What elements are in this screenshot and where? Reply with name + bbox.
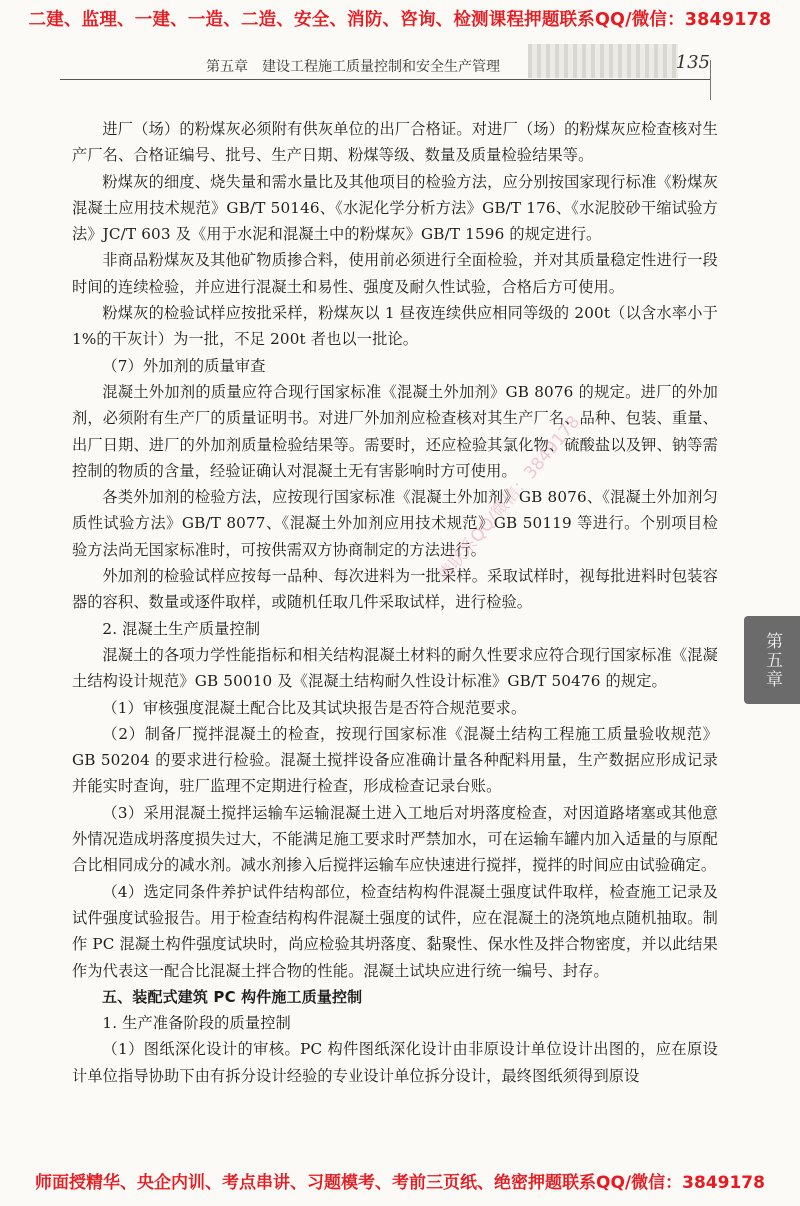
paragraph: 进厂（场）的粉煤灰必须附有供灰单位的出厂合格证。对进厂（场）的粉煤灰应检查核对生产厂名、合格证编号、批号、生产日期、粉煤等级、数量及质量检验结果等。: [72, 120, 718, 165]
body-text: [72, 116, 718, 1089]
watermark: 请联系QQ/微信：3849178: [433, 412, 585, 587]
bottom-banner: 师面授精华、央企内训、考点串讲、习题模考、考前三页纸、绝密押题联系QQ/微信：3849178: [35, 1173, 765, 1193]
paragraph: 非商品粉煤灰及其他矿物质掺合料，使用前必须进行全面检验，并对其质量稳定性进行一段时间的连续检验，并应进行混凝土和易性、强度及耐久性试验，合格后方可使用。: [72, 251, 718, 296]
subheading: （7）外加剂的质量审查: [102, 356, 266, 375]
section-heading: 五、装配式建筑 PC 构件施工质量控制: [102, 987, 363, 1006]
paragraph: 混凝土外加剂的质量应符合现行国家标准《混凝土外加剂》GB 8076 的规定。进厂的外加剂，必须附有生产厂的质量证明书。对进厂外加剂应检查核对其生产厂名、品种、包装、重量、出厂日期、进厂的外加剂质量检验结果等。需要时，还应检验其氯化物、硫酸盐以及钾、钠等需控制的物质的含量，经验证确认对混凝土无有害影响时方可使用。: [72, 382, 718, 480]
top-banner: 二建、监理、一建、一造、二造、安全、消防、咨询、检测课程押题联系QQ/微信：3849178: [28, 10, 772, 30]
running-header: [200, 50, 720, 80]
paragraph: （2）制备厂搅拌混凝土的检查，按现行国家标准《混凝土结构工程施工质量验收规范》GB 50204 的要求进行检验。混凝土搅拌设备应准确计量各种配料用量，生产数据应形成记录并能实时查询，驻厂监理不定期进行检查，形成检查记录台账。: [72, 724, 718, 796]
paragraph: （3）采用混凝土搅拌运输车运输混凝土进入工地后对坍落度检查，对因道路堵塞或其他意外情况造成坍落度损失过大，不能满足施工要求时严禁加水，可在运输车罐内加入适量的与原配合比相同成分的减水剂。减水剂掺入后搅拌运输车应快速进行搅拌，搅拌的时间应由试验确定。: [72, 803, 718, 875]
header-rule: [60, 79, 710, 80]
paragraph: 粉煤灰的检验试样应按批采样，粉煤灰以 1 昼夜连续供应相同等级的 200t（以含水率小于 1%的干灰计）为一批，不足 200t 者也以一批论。: [72, 304, 718, 349]
paragraph: 外加剂的检验试样应按每一品种、每次进料为一批采样。采取试样时，视每批进料时包装容器的容积、数量或逐件取样，或随机任取几件采取试样，进行检验。: [72, 567, 718, 612]
chapter-side-tab: 第五章: [744, 616, 800, 704]
paragraph: （1）图纸深化设计的审核。PC 构件图纸深化设计由非原设计单位设计出图的，应在原设计单位指导协助下由有拆分设计经验的专业设计单位拆分设计，最终图纸须得到原设: [72, 1040, 718, 1085]
subheading: 2. 混凝土生产质量控制: [102, 619, 261, 638]
paragraph: 各类外加剂的检验方法，应按现行国家标准《混凝土外加剂》GB 8076、《混凝土外加剂匀质性试验方法》GB/T 8077、《混凝土外加剂应用技术规范》GB 50119 等进行。个别项目检验方法尚无国家标准时，可按供需双方协商制定的方法进行。: [72, 488, 718, 559]
corner-rule: [710, 60, 711, 100]
page-number: 135: [675, 52, 710, 73]
subheading: 1. 生产准备阶段的质量控制: [102, 1014, 291, 1033]
paragraph: （1）审核强度混凝土配合比及其试块报告是否符合规范要求。: [102, 698, 527, 717]
paragraph: 粉煤灰的细度、烧失量和需水量比及其他项目的检验方法，应分别按国家现行标准《粉煤灰混凝土应用技术规范》GB/T 50146、《水泥化学分析方法》GB/T 176、《水泥胶砂干缩试验方法》JC/T 603 及《用于水泥和混凝土中的粉煤灰》GB/T 1596 的规定进行。: [72, 172, 718, 244]
paragraph: 混凝土的各项力学性能指标和相关结构混凝土材料的耐久性要求应符合现行国家标准《混凝土结构设计规范》GB 50010 及《混凝土结构耐久性设计标准》GB/T 50476 的规定。: [72, 645, 718, 691]
chapter-title: 第五章 建设工程施工质量控制和安全生产管理: [206, 59, 500, 75]
paragraph: （4）选定同条件养护试件结构部位，检查结构构件混凝土强度试件取样，检查施工记录及试件强度试验报告。用于检查结构构件混凝土强度的试件，应在混凝土的浇筑地点随机抽取。制作 PC 混凝土构件强度试块时，尚应检验其坍落度、黏聚性、保水性及拌合物密度，并以此结果作为代表这一配合比混凝土拌合物的性能。混凝土试块应进行统一编号、封存。: [72, 882, 718, 980]
